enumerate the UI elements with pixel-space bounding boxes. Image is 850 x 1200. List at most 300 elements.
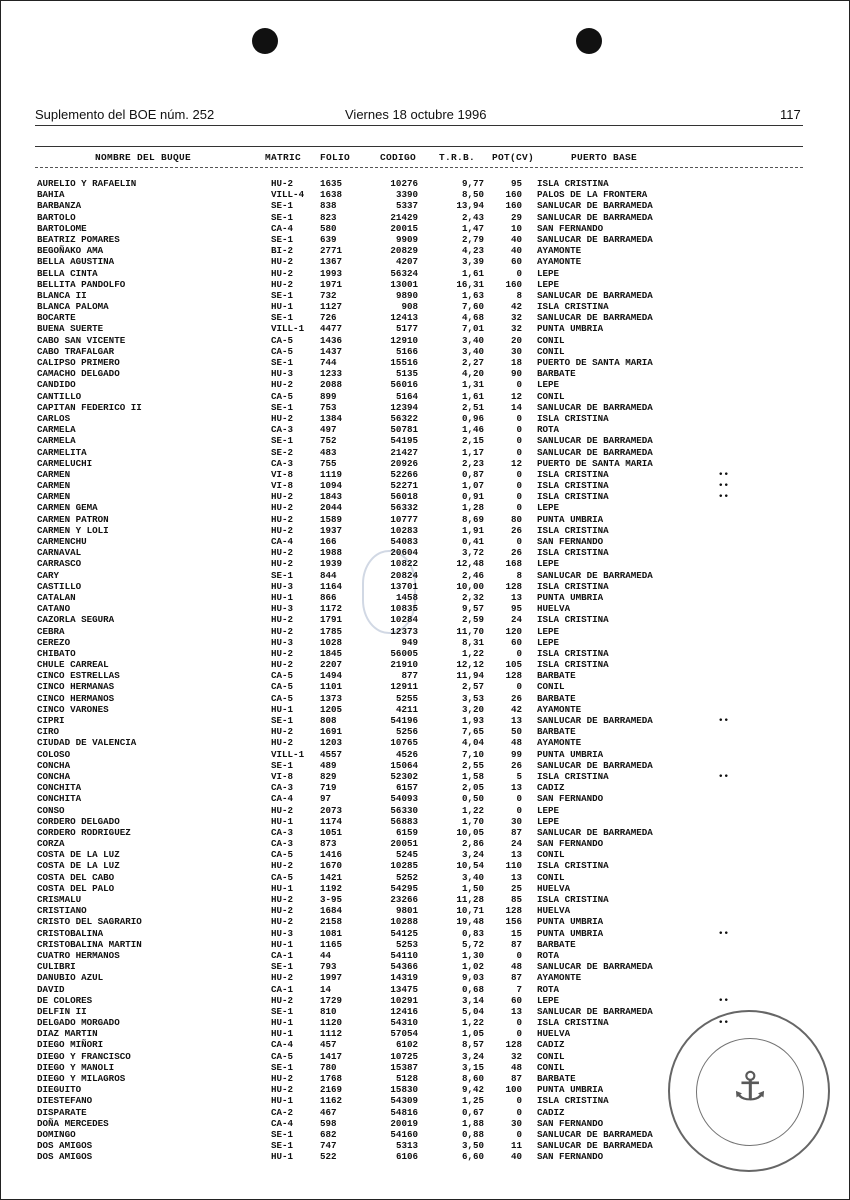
cell-mark: •• xyxy=(718,480,730,492)
cell-port: CONIL xyxy=(537,1050,565,1062)
cell-trb: 1,22 xyxy=(461,647,484,659)
cell-port: ISLA CRISTINA xyxy=(537,659,609,671)
cell-port: SAN FERNANDO xyxy=(537,1151,604,1163)
cell-matric: HU-3 xyxy=(271,580,294,592)
cell-codigo: 4211 xyxy=(395,703,418,715)
cell-trb: 13,94 xyxy=(456,200,484,212)
table-row xyxy=(0,335,850,346)
cell-trb: 1,28 xyxy=(461,502,484,514)
cell-name: DIESTEFANO xyxy=(37,1095,93,1107)
cell-port: ISLA CRISTINA xyxy=(537,894,609,905)
cell-trb: 11,70 xyxy=(456,625,484,637)
cell-folio: 823 xyxy=(320,211,337,223)
cell-pot: 0 xyxy=(516,536,522,547)
cell-name: CATANO xyxy=(37,603,71,615)
cell-trb: 1,31 xyxy=(461,379,484,391)
cell-codigo: 54195 xyxy=(390,435,418,447)
cell-pot: 0 xyxy=(516,647,522,659)
cell-matric: SE-1 xyxy=(271,211,294,223)
cell-codigo: 15830 xyxy=(390,1084,418,1096)
cell-folio: 808 xyxy=(320,715,337,726)
cell-folio: 1939 xyxy=(320,558,343,570)
cell-matric: HU-3 xyxy=(271,927,294,939)
cell-folio: 1993 xyxy=(320,267,343,279)
cell-trb: 3,39 xyxy=(461,256,484,268)
table-row xyxy=(0,715,850,726)
cell-trb: 8,57 xyxy=(461,1039,484,1051)
cell-matric: HU-2 xyxy=(271,1084,294,1096)
col-header-folio: FOLIO xyxy=(320,152,351,163)
table-row xyxy=(0,402,850,413)
cell-folio: 732 xyxy=(320,289,337,301)
cell-name: CHULE CARREAL xyxy=(37,659,109,671)
cell-name: CONSO xyxy=(37,804,65,816)
cell-port: LEPE xyxy=(537,625,560,637)
cell-matric: SE-1 xyxy=(271,715,294,726)
cell-codigo: 20604 xyxy=(390,547,418,559)
cell-trb: 2,23 xyxy=(461,457,484,469)
table-row xyxy=(0,547,850,558)
cell-trb: 2,59 xyxy=(461,614,484,626)
cell-port: AYAMONTE xyxy=(537,972,582,984)
col-header-matric: MATRIC xyxy=(265,152,302,163)
table-row xyxy=(0,458,850,469)
cell-trb: 1,07 xyxy=(461,480,484,492)
cell-matric: HU-2 xyxy=(271,994,294,1006)
cell-matric: CA-5 xyxy=(271,871,294,883)
table-row xyxy=(0,469,850,480)
cell-folio: 1051 xyxy=(320,826,343,838)
cell-codigo: 54083 xyxy=(390,536,418,547)
cell-codigo: 21427 xyxy=(390,446,418,458)
cell-codigo: 12416 xyxy=(390,1005,418,1017)
cell-matric: CA-1 xyxy=(271,949,294,961)
cell-name: DISPARATE xyxy=(37,1106,87,1118)
table-row xyxy=(0,536,850,547)
cell-folio: 4557 xyxy=(320,748,343,760)
cell-matric: HU-2 xyxy=(271,804,294,816)
cell-trb: 2,55 xyxy=(461,759,484,771)
cell-trb: 5,72 xyxy=(461,938,484,950)
cell-pot: 12 xyxy=(510,390,522,402)
cell-name: CARMENCHU xyxy=(37,536,87,547)
cell-trb: 10,05 xyxy=(456,826,484,838)
cell-trb: 1,05 xyxy=(461,1028,484,1040)
cell-trb: 10,00 xyxy=(456,580,484,592)
cell-codigo: 4526 xyxy=(395,748,418,760)
cell-pot: 5 xyxy=(516,770,522,782)
cell-matric: HU-2 xyxy=(271,1073,294,1084)
cell-port: PUNTA UMBRIA xyxy=(537,323,604,335)
table-row xyxy=(0,301,850,312)
cell-matric: HU-2 xyxy=(271,625,294,637)
cell-name: CONCHITA xyxy=(37,782,82,794)
cell-port: PUNTA UMBRIA xyxy=(537,591,604,603)
cell-port: SANLUCAR DE BARRAMEDA xyxy=(537,435,653,447)
cell-name: CAMACHO DELGADO xyxy=(37,368,120,380)
cell-folio: 1384 xyxy=(320,412,343,424)
cell-pot: 60 xyxy=(510,256,522,268)
cell-pot: 60 xyxy=(510,994,522,1006)
cell-name: CARMELITA xyxy=(37,446,87,458)
cell-trb: 3,14 xyxy=(461,994,484,1006)
cell-trb: 1,91 xyxy=(461,524,484,536)
cell-pot: 30 xyxy=(510,815,522,827)
cell-name: CASTILLO xyxy=(37,580,82,592)
cell-matric: CA-5 xyxy=(271,390,294,402)
cell-matric: HU-2 xyxy=(271,647,294,659)
cell-name: BEGOÑAKO AMA xyxy=(37,245,104,257)
table-row xyxy=(0,984,850,995)
cell-pot: 0 xyxy=(516,412,522,424)
cell-port: CADIZ xyxy=(537,1106,565,1118)
cell-codigo: 13001 xyxy=(390,278,418,290)
cell-codigo: 20015 xyxy=(390,222,418,234)
cell-matric: SE-1 xyxy=(271,401,294,413)
cell-pot: 105 xyxy=(505,659,522,671)
table-row xyxy=(0,614,850,625)
cell-trb: 2,51 xyxy=(461,401,484,413)
cell-folio: 1203 xyxy=(320,737,343,749)
cell-name: DANUBIO AZUL xyxy=(37,972,104,984)
cell-port: BARBATE xyxy=(537,692,576,704)
cell-port: LEPE xyxy=(537,636,560,648)
cell-trb: 7,60 xyxy=(461,301,484,313)
cell-pot: 0 xyxy=(516,435,522,447)
cell-matric: VI-8 xyxy=(271,770,294,782)
table-row xyxy=(0,838,850,849)
cell-port: AYAMONTE xyxy=(537,703,582,715)
cell-name: CONCHA xyxy=(37,770,71,782)
table-row xyxy=(0,849,850,860)
table-row xyxy=(0,771,850,782)
table-row xyxy=(0,737,850,748)
cell-port: SANLUCAR DE BARRAMEDA xyxy=(537,1128,653,1140)
cell-matric: HU-1 xyxy=(271,591,294,603)
cell-name: CABO SAN VICENTE xyxy=(37,334,126,346)
cell-port: ISLA CRISTINA xyxy=(537,524,609,536)
cell-matric: HU-2 xyxy=(271,491,294,503)
cell-codigo: 57054 xyxy=(390,1028,418,1040)
cell-codigo: 56332 xyxy=(390,502,418,514)
cell-folio: 1638 xyxy=(320,189,343,201)
cell-name: CHIBATO xyxy=(37,647,76,659)
table-row xyxy=(0,939,850,950)
cell-port: LEPE xyxy=(537,267,560,279)
cell-port: PUNTA UMBRIA xyxy=(537,927,604,939)
cell-pot: 13 xyxy=(510,849,522,861)
header-page-number: 117 xyxy=(780,107,801,122)
cell-port: ISLA CRISTINA xyxy=(537,1095,609,1107)
table-row xyxy=(0,782,850,793)
cell-codigo: 54196 xyxy=(390,715,418,726)
cell-port: CONIL xyxy=(537,390,565,402)
cell-matric: CA-4 xyxy=(271,1039,294,1051)
cell-name: COSTA DE LA LUZ xyxy=(37,849,120,861)
cell-trb: 2,27 xyxy=(461,357,484,368)
cell-port: ISLA CRISTINA xyxy=(537,647,609,659)
cell-trb: 2,79 xyxy=(461,233,484,245)
cell-matric: HU-1 xyxy=(271,1151,294,1163)
cell-name: CINCO HERMANOS xyxy=(37,692,115,704)
cell-port: ISLA CRISTINA xyxy=(537,480,609,492)
cell-name: COSTA DEL PALO xyxy=(37,882,115,894)
cell-name: CINCO ESTRELLAS xyxy=(37,670,120,682)
cell-name: COSTA DE LA LUZ xyxy=(37,860,120,872)
cell-folio: 844 xyxy=(320,569,337,581)
cell-trb: 0,83 xyxy=(461,927,484,939)
table-row xyxy=(0,603,850,614)
table-row xyxy=(0,290,850,301)
cell-codigo: 949 xyxy=(401,636,418,648)
cell-name: CAZORLA SEGURA xyxy=(37,614,115,626)
table-row xyxy=(0,749,850,760)
cell-codigo: 5255 xyxy=(395,692,418,704)
table-row xyxy=(0,570,850,581)
cell-pot: 160 xyxy=(505,200,522,212)
cell-trb: 19,48 xyxy=(456,916,484,928)
cell-port: HUELVA xyxy=(537,882,571,894)
cell-name: BELLA AGUSTINA xyxy=(37,256,115,268)
cell-name: CIUDAD DE VALENCIA xyxy=(37,737,137,749)
cell-pot: 87 xyxy=(510,826,522,838)
cell-codigo: 54309 xyxy=(390,1095,418,1107)
punch-hole-right xyxy=(576,28,602,54)
table-row xyxy=(0,760,850,771)
cell-pot: 13 xyxy=(510,871,522,883)
table-row xyxy=(0,659,850,670)
cell-codigo: 12373 xyxy=(390,625,418,637)
cell-codigo: 10288 xyxy=(390,916,418,928)
cell-folio: 899 xyxy=(320,390,337,402)
cell-folio: 1081 xyxy=(320,927,343,939)
cell-folio: 14 xyxy=(320,983,332,995)
cell-folio: 522 xyxy=(320,1151,337,1163)
table-row xyxy=(0,816,850,827)
cell-folio: 580 xyxy=(320,222,337,234)
cell-name: BUENA SUERTE xyxy=(37,323,104,335)
cell-port: ISLA CRISTINA xyxy=(537,301,609,313)
cell-name: AURELIO Y RAFAELIN xyxy=(37,178,137,189)
cell-codigo: 10285 xyxy=(390,860,418,872)
cell-matric: HU-2 xyxy=(271,860,294,872)
cell-trb: 2,15 xyxy=(461,435,484,447)
cell-codigo: 15387 xyxy=(390,1061,418,1073)
cell-folio: 2088 xyxy=(320,379,343,391)
table-row xyxy=(0,447,850,458)
cell-port: PUNTA UMBRIA xyxy=(537,748,604,760)
cell-matric: CA-4 xyxy=(271,222,294,234)
cell-pot: 42 xyxy=(510,301,522,313)
cell-name: CULIBRI xyxy=(37,961,76,973)
table-row xyxy=(0,995,850,1006)
cell-port: SANLUCAR DE BARRAMEDA xyxy=(537,1005,653,1017)
cell-matric: HU-1 xyxy=(271,703,294,715)
table-row xyxy=(0,860,850,871)
table-row xyxy=(0,637,850,648)
cell-pot: 8 xyxy=(516,289,522,301)
cell-name: CARMELUCHI xyxy=(37,457,93,469)
table-row xyxy=(0,223,850,234)
table-row xyxy=(0,424,850,435)
cell-port: SANLUCAR DE BARRAMEDA xyxy=(537,211,653,223)
cell-codigo: 54093 xyxy=(390,793,418,805)
cell-name: CALIPSO PRIMERO xyxy=(37,357,120,368)
cell-pot: 30 xyxy=(510,1117,522,1129)
cell-pot: 40 xyxy=(510,1151,522,1163)
cell-port: CONIL xyxy=(537,345,565,357)
cell-name: DIEGO MIÑORI xyxy=(37,1039,104,1051)
col-header-name: NOMBRE DEL BUQUE xyxy=(95,152,192,163)
table-top-rule xyxy=(35,146,803,147)
table-row xyxy=(0,234,850,245)
cell-trb: 1,58 xyxy=(461,770,484,782)
cell-name: CRISMALU xyxy=(37,894,82,905)
cell-matric: HU-2 xyxy=(271,894,294,905)
cell-port: SANLUCAR DE BARRAMEDA xyxy=(537,289,653,301)
cell-codigo: 1458 xyxy=(395,591,418,603)
cell-port: ROTA xyxy=(537,949,560,961)
cell-pot: 32 xyxy=(510,312,522,324)
cell-matric: HU-1 xyxy=(271,938,294,950)
cell-folio: 1162 xyxy=(320,1095,343,1107)
cell-trb: 0,41 xyxy=(461,536,484,547)
cell-matric: CA-4 xyxy=(271,793,294,805)
cell-pot: 42 xyxy=(510,703,522,715)
cell-trb: 3,40 xyxy=(461,871,484,883)
cell-pot: 50 xyxy=(510,726,522,738)
cell-matric: HU-2 xyxy=(271,267,294,279)
cell-folio: 1127 xyxy=(320,301,343,313)
cell-mark: •• xyxy=(718,994,730,1006)
table-row xyxy=(0,502,850,513)
cell-codigo: 23266 xyxy=(390,894,418,905)
cell-folio: 747 xyxy=(320,1140,337,1152)
cell-codigo: 5245 xyxy=(395,849,418,861)
cell-matric: SE-1 xyxy=(271,1061,294,1073)
cell-pot: 0 xyxy=(516,424,522,436)
cell-port: BARBATE xyxy=(537,670,576,682)
cell-mark: •• xyxy=(718,770,730,782)
cell-pot: 0 xyxy=(516,379,522,391)
cell-port: BARBATE xyxy=(537,938,576,950)
cell-port: SANLUCAR DE BARRAMEDA xyxy=(537,1140,653,1152)
cell-pot: 0 xyxy=(516,446,522,458)
col-header-trb: T.R.B. xyxy=(439,152,476,163)
cell-name: COSTA DEL CABO xyxy=(37,871,115,883)
cell-name: BARBANZA xyxy=(37,200,82,212)
table-row xyxy=(0,961,850,972)
cell-matric: HU-1 xyxy=(271,1017,294,1029)
cell-codigo: 10276 xyxy=(390,178,418,189)
cell-codigo: 54160 xyxy=(390,1128,418,1140)
cell-pot: 100 xyxy=(505,1084,522,1096)
cell-matric: CA-5 xyxy=(271,692,294,704)
cell-codigo: 54310 xyxy=(390,1017,418,1029)
cell-folio: 166 xyxy=(320,536,337,547)
cell-folio: 467 xyxy=(320,1106,337,1118)
cell-codigo: 908 xyxy=(401,301,418,313)
cell-pot: 0 xyxy=(516,1095,522,1107)
official-seal-stamp xyxy=(668,1010,830,1172)
cell-name: CANDIDO xyxy=(37,379,76,391)
cell-codigo: 5313 xyxy=(395,1140,418,1152)
cell-port: PUERTO DE SANTA MARIA xyxy=(537,357,653,368)
cell-name: DAVID xyxy=(37,983,65,995)
cell-codigo: 9801 xyxy=(395,905,418,917)
header-date: Viernes 18 octubre 1996 xyxy=(345,107,487,122)
cell-codigo: 6102 xyxy=(395,1039,418,1051)
cell-matric: HU-1 xyxy=(271,1028,294,1040)
cell-codigo: 56018 xyxy=(390,491,418,503)
cell-port: BARBATE xyxy=(537,726,576,738)
cell-folio: 1845 xyxy=(320,647,343,659)
cell-codigo: 52302 xyxy=(390,770,418,782)
table-row xyxy=(0,916,850,927)
cell-pot: 48 xyxy=(510,737,522,749)
cell-codigo: 6159 xyxy=(395,826,418,838)
cell-folio: 1233 xyxy=(320,368,343,380)
cell-matric: CA-5 xyxy=(271,1050,294,1062)
cell-pot: 14 xyxy=(510,401,522,413)
cell-codigo: 21910 xyxy=(390,659,418,671)
cell-port: SAN FERNANDO xyxy=(537,1117,604,1129)
cell-folio: 1101 xyxy=(320,681,343,693)
table-row xyxy=(0,379,850,390)
cell-matric: CA-5 xyxy=(271,849,294,861)
cell-codigo: 3390 xyxy=(395,189,418,201)
cell-folio: 1028 xyxy=(320,636,343,648)
cell-pot: 13 xyxy=(510,1005,522,1017)
cell-trb: 9,77 xyxy=(461,178,484,189)
cell-folio: 3-95 xyxy=(320,894,343,905)
cell-folio: 2169 xyxy=(320,1084,343,1096)
cell-folio: 1691 xyxy=(320,726,343,738)
cell-pot: 0 xyxy=(516,1106,522,1118)
anchor-icon: ⚓ xyxy=(732,1064,768,1110)
cell-port: ROTA xyxy=(537,424,560,436)
cell-folio: 1120 xyxy=(320,1017,343,1029)
cell-folio: 753 xyxy=(320,401,337,413)
cell-port: SANLUCAR DE BARRAMEDA xyxy=(537,715,653,726)
table-row xyxy=(0,212,850,223)
table-row xyxy=(0,950,850,961)
cell-trb: 1,30 xyxy=(461,949,484,961)
header-rule xyxy=(35,125,803,126)
cell-folio: 489 xyxy=(320,759,337,771)
cell-pot: 26 xyxy=(510,524,522,536)
cell-folio: 639 xyxy=(320,233,337,245)
table-row xyxy=(0,693,850,704)
cell-folio: 483 xyxy=(320,446,337,458)
cell-pot: 30 xyxy=(510,345,522,357)
cell-folio: 1172 xyxy=(320,603,343,615)
cell-pot: 15 xyxy=(510,927,522,939)
table-row xyxy=(0,704,850,715)
cell-matric: SE-1 xyxy=(271,312,294,324)
table-row xyxy=(0,525,850,536)
cell-codigo: 4207 xyxy=(395,256,418,268)
cell-matric: HU-2 xyxy=(271,513,294,525)
cell-matric: HU-2 xyxy=(271,905,294,917)
cell-port: BARBATE xyxy=(537,368,576,380)
cell-trb: 3,40 xyxy=(461,334,484,346)
cell-trb: 1,61 xyxy=(461,390,484,402)
cell-matric: VILL-1 xyxy=(271,748,305,760)
cell-trb: 9,03 xyxy=(461,972,484,984)
cell-matric: HU-2 xyxy=(271,278,294,290)
cell-codigo: 15516 xyxy=(390,357,418,368)
